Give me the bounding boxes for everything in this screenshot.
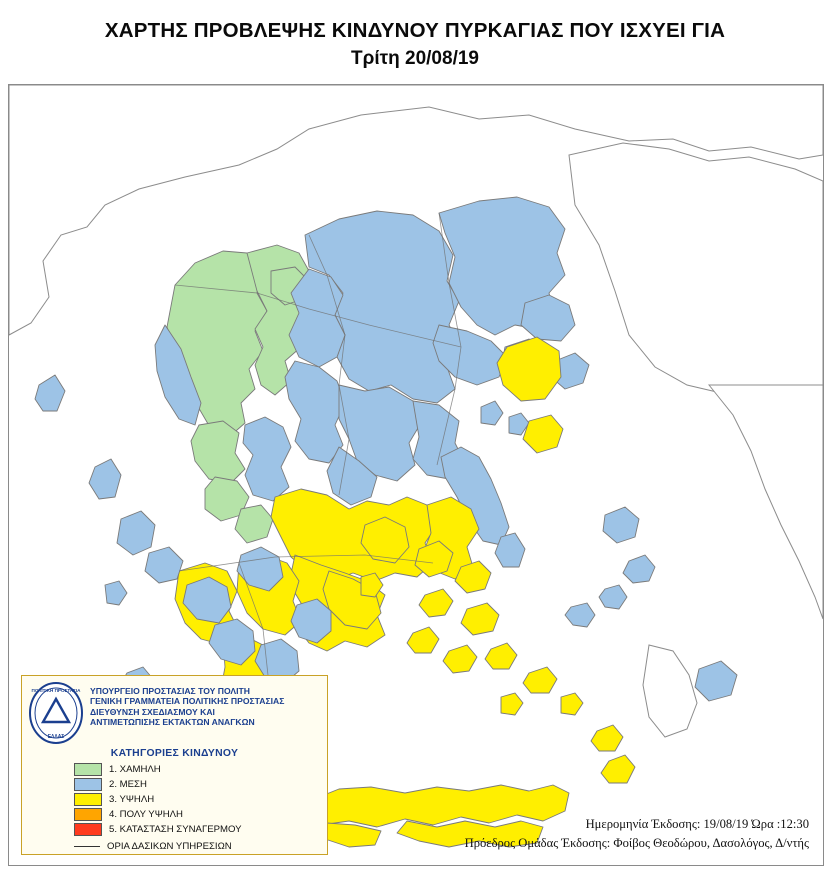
legend-swatch-alarm xyxy=(74,823,102,836)
legend-item-low xyxy=(74,762,327,777)
issuer-line: Πρόεδρος Ομάδας Έκδοσης: Φοίβος Θεοδώρου, Δασολόγος, Δ/ντής xyxy=(464,836,809,850)
page-title xyxy=(0,18,830,72)
legend-items xyxy=(22,762,327,837)
svg-text:ΠΟΛΙΤΙΚΗ ΠΡΟΣΤΑΣΙΑ: ΠΟΛΙΤΙΚΗ ΠΡΟΣΤΑΣΙΑ xyxy=(31,688,81,693)
legend-boundary-row xyxy=(22,837,327,852)
legend-label-alarm: 5. ΚΑΤΑΣΤΑΣΗ ΣΥΝΑΓΕΡΜΟΥ xyxy=(109,824,242,835)
ministry-line-2: ΓΕΝΙΚΗ ΓΡΑΜΜΑΤΕΙΑ ΠΟΛΙΤΙΚΗΣ ΠΡΟΣΤΑΣΙΑΣ xyxy=(90,696,285,707)
svg-text:ΕΛΛΑΣ: ΕΛΛΑΣ xyxy=(47,734,65,740)
civil-protection-emblem-icon xyxy=(28,682,84,744)
legend-swatch-high xyxy=(74,793,102,806)
legend-swatch-low xyxy=(74,763,102,776)
ministry-line-1: ΥΠΟΥΡΓΕΙΟ ΠΡΟΣΤΑΣΙΑΣ ΤΟΥ ΠΟΛΙΤΗ xyxy=(90,686,250,696)
legend-swatch-very-high xyxy=(74,808,102,821)
legend-box xyxy=(21,675,328,855)
title-line-2: Τρίτη 20/08/19 xyxy=(351,48,479,69)
legend-item-medium xyxy=(74,777,327,792)
legend-header xyxy=(22,676,327,746)
legend-categories-title: ΚΑΤΗΓΟΡΙΕΣ ΚΙΝΔΥΝΟΥ xyxy=(110,748,239,759)
legend-label-high: 3. ΥΨΗΛΗ xyxy=(109,794,155,805)
boundary-line-icon xyxy=(74,846,100,847)
issue-credits xyxy=(465,815,809,853)
map-frame xyxy=(8,84,824,866)
legend-swatch-medium xyxy=(74,778,102,791)
legend-item-high xyxy=(74,792,327,807)
ministry-line-3: ΔΙΕΥΘΥΝΣΗ ΣΧΕΔΙΑΣΜΟΥ ΚΑΙ xyxy=(90,706,215,717)
issue-date-line: Ημερομηνία Έκδοσης: 19/08/19 Ώρα :12:30 xyxy=(585,817,809,831)
ministry-text xyxy=(90,682,284,744)
legend-item-alarm xyxy=(74,822,327,837)
ministry-line-4: ΑΝΤΙΜΕΤΩΠΙΣΗΣ ΕΚΤΑΚΤΩΝ ΑΝΑΓΚΩΝ xyxy=(90,717,255,728)
legend-label-low: 1. ΧΑΜΗΛΗ xyxy=(109,764,161,775)
legend-label-boundary: ΟΡΙΑ ΔΑΣΙΚΩΝ ΥΠΗΡΕΣΙΩΝ xyxy=(107,841,232,852)
legend-label-medium: 2. ΜΕΣΗ xyxy=(109,779,147,790)
legend-label-very-high: 4. ΠΟΛΥ ΥΨΗΛΗ xyxy=(109,809,183,820)
legend-item-very-high xyxy=(74,807,327,822)
title-line-1: ΧΑΡΤΗΣ ΠΡΟΒΛΕΨΗΣ ΚΙΝΔΥΝΟΥ ΠΥΡΚΑΓΙΑΣ ΠΟΥ ΙΣΧΥΕΙ ΓΙΑ xyxy=(104,19,726,42)
